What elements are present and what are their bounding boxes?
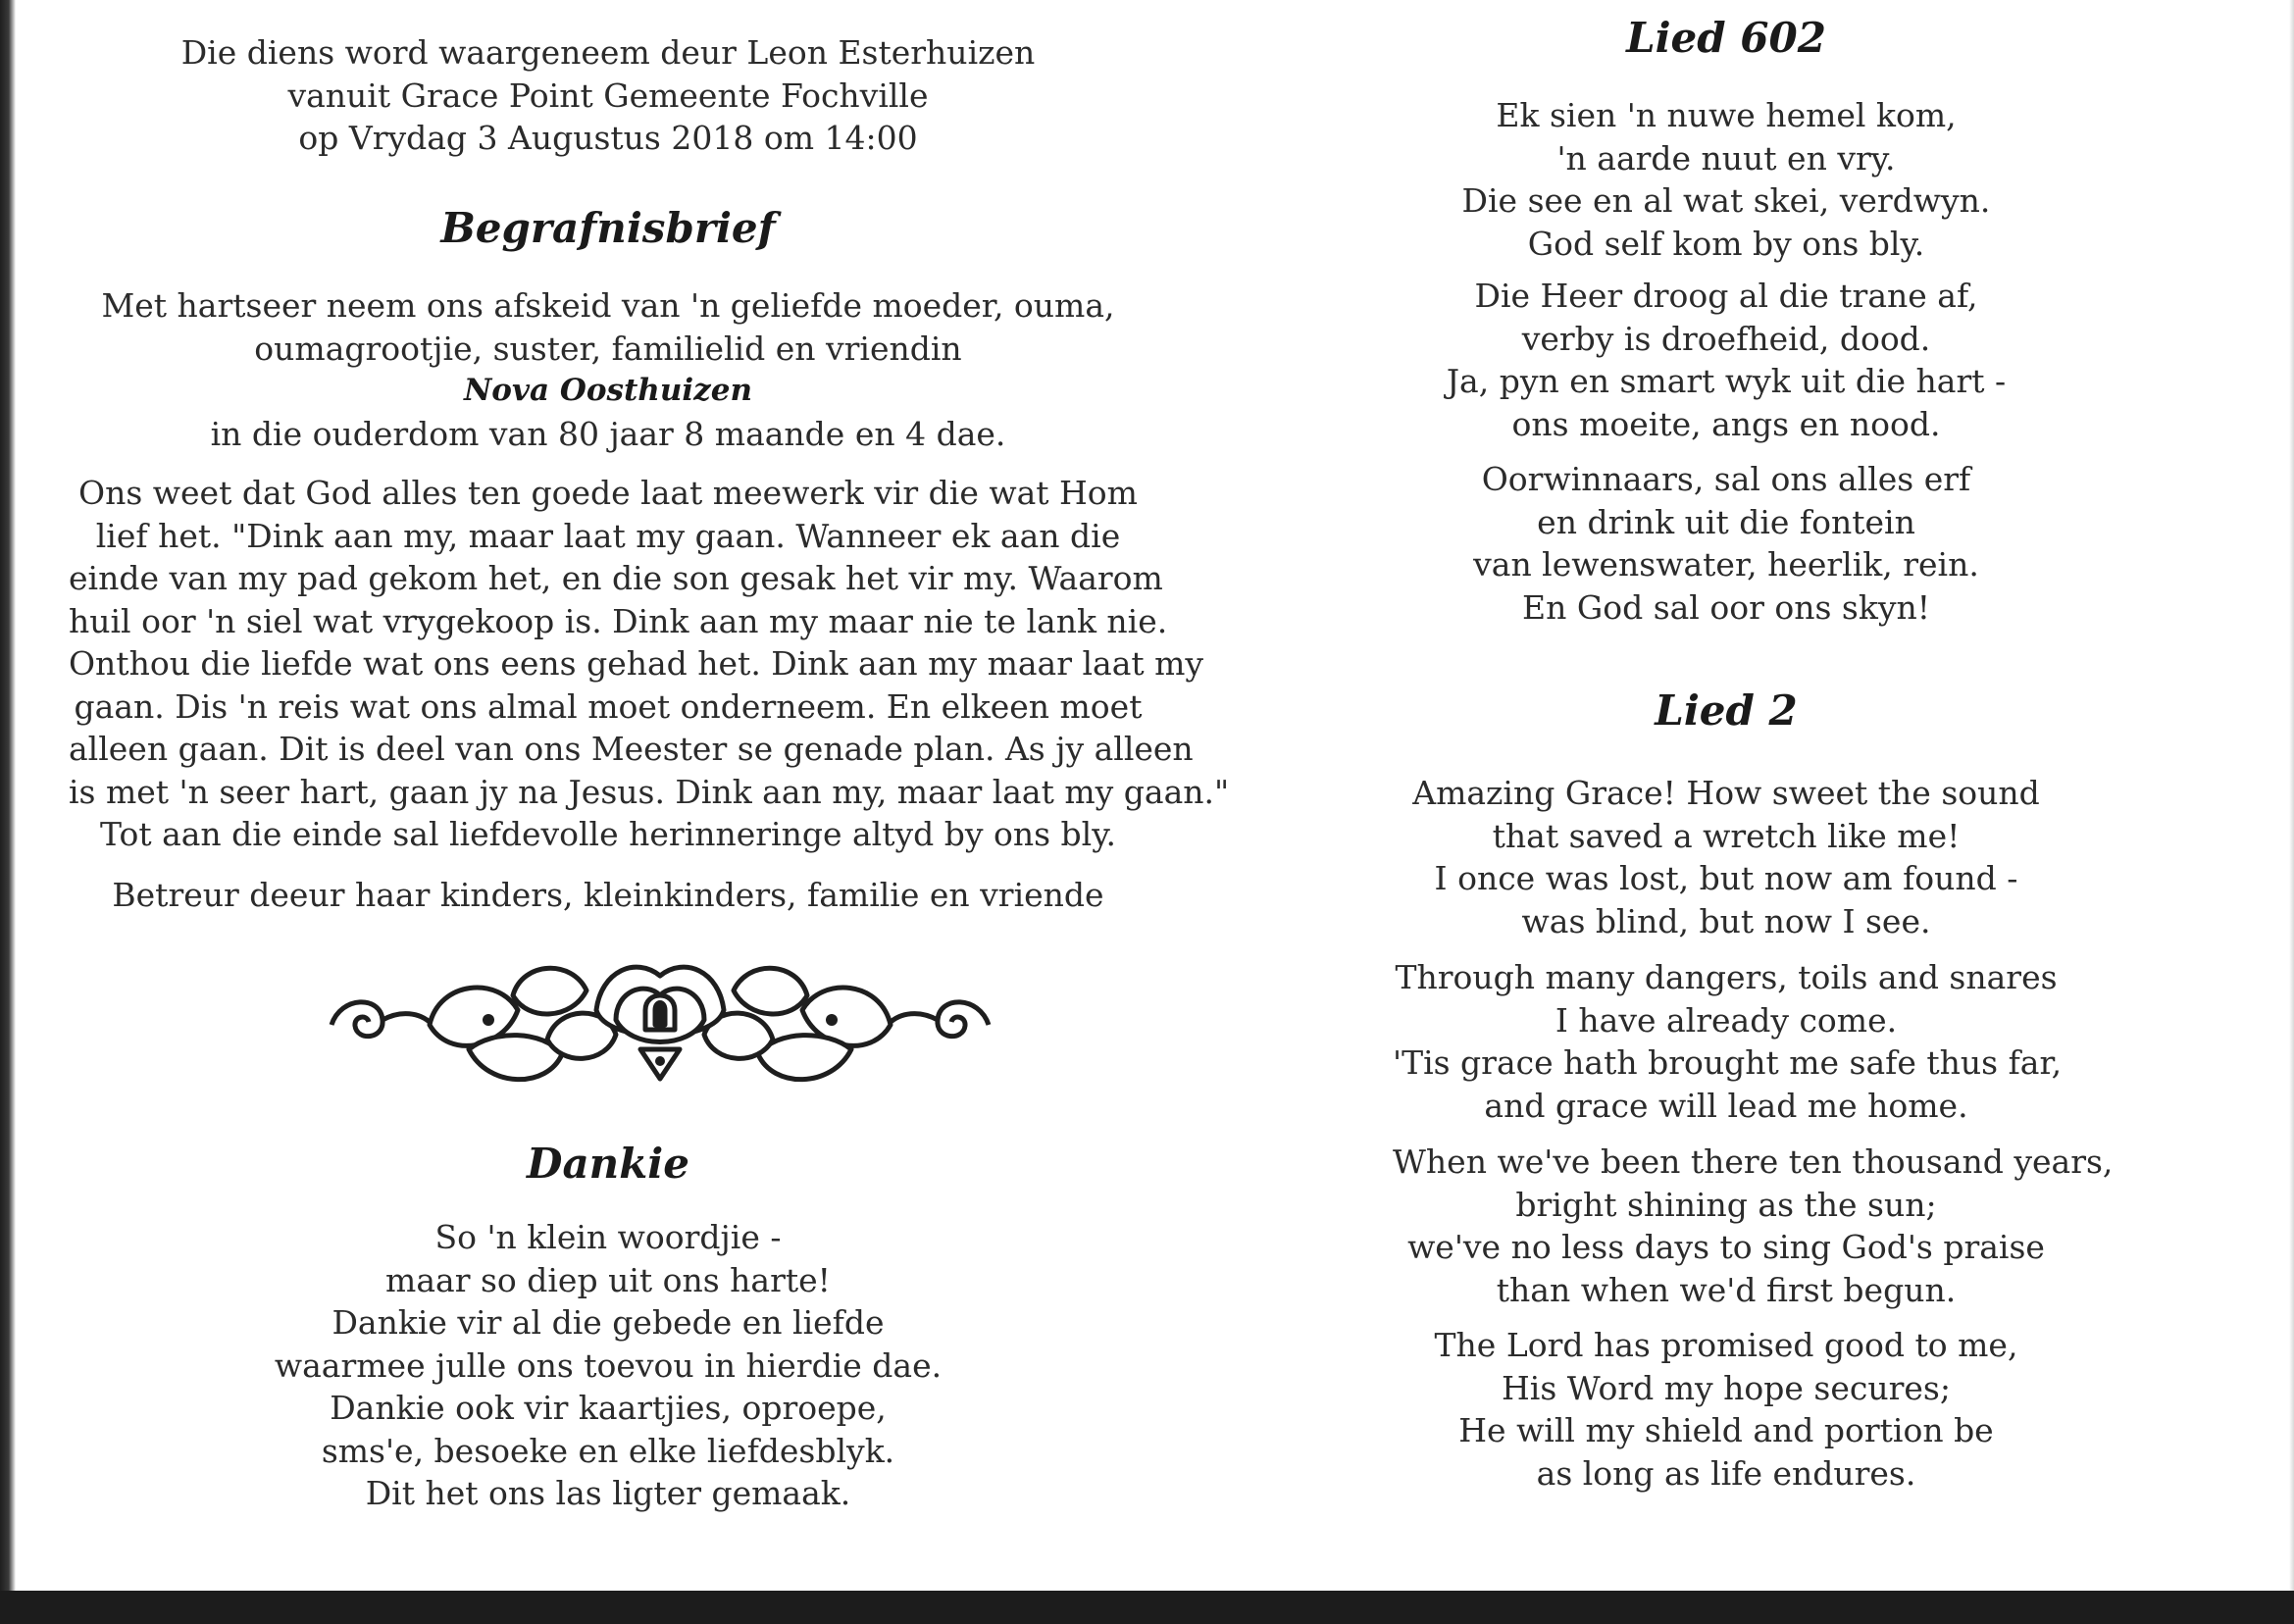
hymn-line: Amazing Grace! How sweet the sound xyxy=(1412,774,2040,812)
deceased-name: Nova Oosthuizen xyxy=(463,373,753,408)
thanks xyxy=(69,1216,1147,1515)
hymn-line: bright shining as the sun; xyxy=(1515,1185,1937,1224)
thanks-line: sms'e, besoeke en elke liefdesblyk. xyxy=(321,1431,895,1470)
hymn-line: was blind, but now I see. xyxy=(1521,901,1931,940)
hymn-line: When we've been there ten thousand years, xyxy=(1393,1142,2114,1181)
thanks-line: So 'n klein woordjie - xyxy=(434,1218,782,1256)
message-line: alleen gaan. Dit is deel van ons Meester se genade plan. As jy alleen xyxy=(69,730,1194,768)
hymn-line: The Lord has promised good to me, xyxy=(1434,1326,2018,1364)
thanks-line: maar so diep uit ons harte! xyxy=(385,1260,831,1299)
intro xyxy=(69,284,1147,455)
thanks-heading: Dankie xyxy=(527,1140,689,1188)
hymn-line: En God sal oor ons skyn! xyxy=(1522,587,1930,627)
hymn-line: I have already come. xyxy=(1555,1000,1898,1040)
thanks-line: waarmee julle ons toevou in hierdie dae. xyxy=(274,1345,943,1385)
hymn-line: as long as life endures. xyxy=(1536,1453,1916,1493)
hymn-line: Die Heer droog al die trane af, xyxy=(1474,277,1978,315)
hymn-line: and grace will lead me home. xyxy=(1484,1086,1968,1125)
service-info-line: op Vrydag 3 Augustus 2018 om 14:00 xyxy=(298,119,918,157)
floral-ornament-image xyxy=(322,951,998,1098)
hymn1-verse xyxy=(1393,275,2060,445)
hymn-line: God self kom by ons bly. xyxy=(1527,224,1925,263)
hymn-line: Oorwinnaars, sal ons alles erf xyxy=(1481,460,1971,498)
hymn-line: that saved a wretch like me! xyxy=(1492,816,1961,855)
hymn-line: than when we'd first begun. xyxy=(1496,1270,1957,1309)
intro-line: oumagrootjie, suster, familielid en vriendin xyxy=(254,329,962,368)
hymn-line: Through many dangers, toils and snares xyxy=(1395,958,2058,996)
thanks-line: Dankie ook vir kaartjies, oproepe, xyxy=(330,1389,887,1427)
hymn2-heading: Lied 2 xyxy=(1655,686,1798,735)
service-info-line: Die diens word waargeneem deur Leon Esterhuizen xyxy=(180,33,1036,72)
message-line: Onthou die liefde wat ons eens gehad het. Dink aan my maar laat my xyxy=(69,644,1204,683)
hymn-line: Die see en al wat skei, verdwyn. xyxy=(1461,181,1991,220)
scan-edge-right xyxy=(2289,0,2294,1591)
hymn2-verse xyxy=(1393,772,2060,942)
message-line: is met 'n seer hart, gaan jy na Jesus. Dink aan my, maar laat my gaan." xyxy=(69,772,1230,811)
hymn-line: verby is droefheid, dood. xyxy=(1521,319,1931,358)
message-line: gaan. Dis 'n reis wat ons almal moet onderneem. En elkeen moet xyxy=(74,686,1143,726)
message-line: einde van my pad gekom het, en die son gesak het vir my. Waarom xyxy=(69,559,1163,597)
scan-edge-left xyxy=(0,0,16,1624)
hymn-line: en drink uit die fontein xyxy=(1537,502,1915,541)
hymn-line: van lewenswater, heerlik, rein. xyxy=(1473,545,1979,584)
hymn-line: He will my shield and portion be xyxy=(1458,1411,1994,1449)
message-line: Ons weet dat God alles ten goede laat meewerk vir die wat Hom xyxy=(78,474,1138,512)
hymn1-verse xyxy=(1393,458,2060,629)
intro-line: Met hartseer neem ons afskeid van 'n geliefde moeder, ouma, xyxy=(101,286,1115,325)
hymn-line: ons moeite, angs en nood. xyxy=(1511,404,1941,443)
hymn-line: 'n aarde nuut en vry. xyxy=(1556,138,1896,178)
hymn-line: Ja, pyn en smart wyk uit die hart - xyxy=(1446,362,2007,400)
hymn2-verse xyxy=(1393,1324,2060,1495)
hymn-line: His Word my hope secures; xyxy=(1502,1368,1951,1407)
thanks-line: Dankie vir al die gebede en liefde xyxy=(331,1303,885,1342)
scan-edge-bottom xyxy=(0,1591,2294,1624)
thanks-line: Dit het ons las ligter gemaak. xyxy=(365,1474,851,1512)
message-line: huil oor 'n siel wat vrygekoop is. Dink aan my maar nie te lank nie. xyxy=(69,601,1168,640)
age-line: in die ouderdom van 80 jaar 8 maande en 4 dae. xyxy=(210,414,1006,453)
mourners-line: Betreur deeur haar kinders, kleinkinders, familie en vriende xyxy=(112,876,1104,914)
hymn1-verse xyxy=(1393,94,2060,265)
message-line: Tot aan die einde sal liefdevolle herinneringe altyd by ons bly. xyxy=(100,815,1116,853)
hymn2-verse xyxy=(1393,1141,2114,1311)
message xyxy=(69,472,1230,856)
hymn-line: Ek sien 'n nuwe hemel kom, xyxy=(1496,96,1957,134)
hymn2-verse xyxy=(1393,956,2063,1127)
hymn-line: 'Tis grace hath brought me safe thus far, xyxy=(1393,1043,2063,1082)
letter-heading: Begrafnisbrief xyxy=(440,204,776,252)
service-info xyxy=(69,31,1147,160)
hymn1-heading: Lied 602 xyxy=(1626,14,1826,62)
service-info-line: vanuit Grace Point Gemeente Fochville xyxy=(287,76,929,115)
hymn-line: I once was lost, but now am found - xyxy=(1434,859,2018,897)
message-line: lief het. "Dink aan my, maar laat my gaan. Wanneer ek aan die xyxy=(95,516,1121,555)
hymn-line: we've no less days to sing God's praise xyxy=(1407,1228,2045,1266)
